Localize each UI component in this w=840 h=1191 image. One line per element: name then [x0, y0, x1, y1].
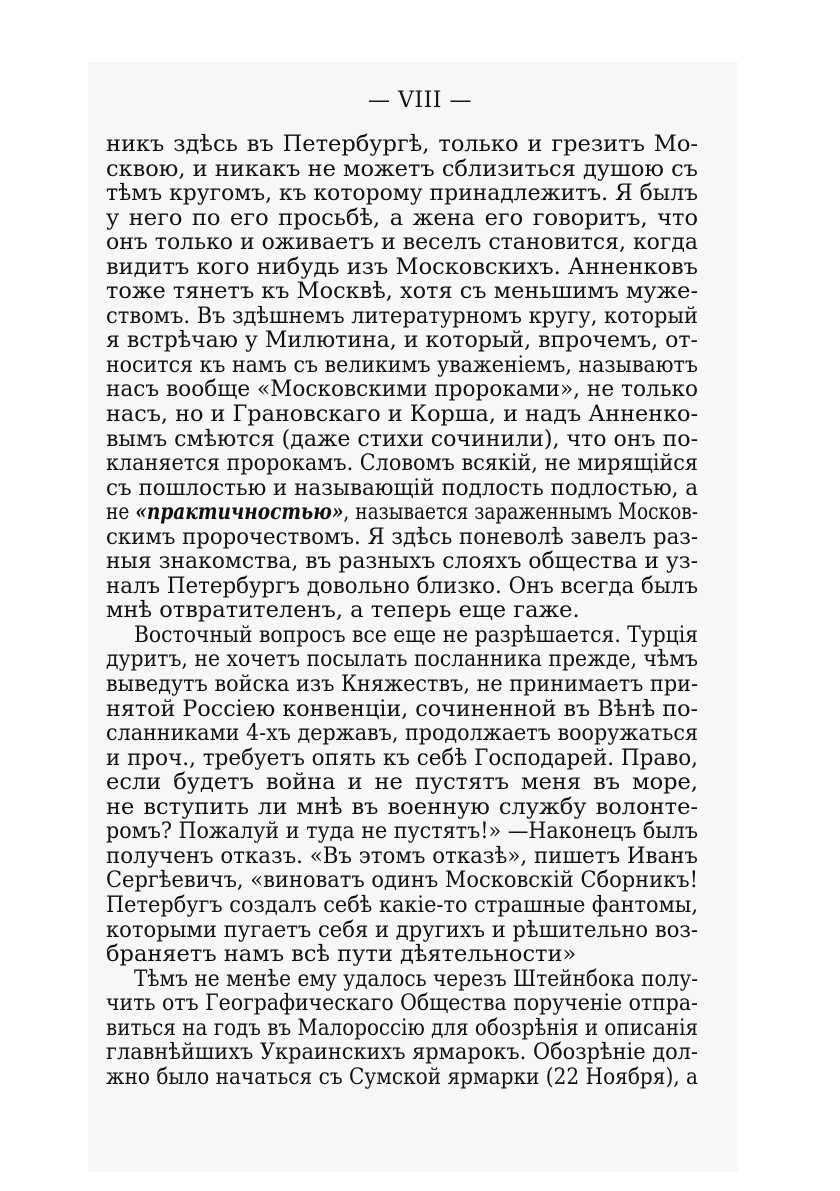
text-line: не вступить ли мнѣ въ военную службу волонте-: [106, 793, 698, 820]
line-fit-wrapper: налъ Петербургъ довольно близко. Онъ всегда былъ: [106, 572, 699, 599]
text-line: [106, 427, 698, 452]
text-line: [106, 230, 698, 255]
text-line: [106, 1040, 698, 1065]
line-fit-wrapper: главнѣйшихъ Украинскихъ ярмарокъ. Обозрѣніе дол-: [106, 1039, 698, 1066]
line-fit-wrapper: Восточный вопросъ все еще не разрѣшается. Турція: [134, 621, 699, 648]
text-line: [106, 549, 698, 574]
text-line: [106, 844, 698, 869]
text-line: [106, 525, 698, 550]
line-fit-wrapper: выведутъ войска изъ Княжествъ, не принимаетъ при-: [106, 671, 698, 698]
text-line: [106, 574, 698, 599]
text-line: [106, 819, 698, 844]
text-line: [106, 279, 698, 304]
text-line: никъ здѣсь въ Петербургѣ, только и грезитъ Мо-: [106, 131, 698, 157]
text-line: видитъ кого нибудь изъ Московскихъ. Анненковъ: [106, 253, 698, 280]
line-fit-wrapper: Тѣмъ не менѣе ему удалось черезъ Штейнбока полу-: [134, 965, 699, 992]
text-line: браняетъ намъ всѣ пути дѣятельности»: [106, 941, 577, 968]
line-fit-wrapper: я встрѣчаю у Милютина, и который, впрочемъ, от-: [106, 327, 698, 354]
line-fit-wrapper: тоже тянетъ къ Москвѣ, хотя съ меньшимъ муже-: [106, 278, 699, 305]
line-fit-wrapper: виться на годъ въ Малороссію для обозрѣнія и описанія: [106, 1014, 698, 1041]
line-fit-wrapper: насъ вообще «Московскими пророками», не только: [106, 376, 698, 403]
text-line: [106, 918, 698, 943]
line-fit-wrapper: съ пошлостью и называющій подлость подлостью, а: [106, 474, 699, 501]
text-line: если будетъ война и не пустятъ меня въ море,: [106, 769, 698, 796]
line-fit-wrapper: ромъ? Пожалуй и туда не пустятъ!» —Наконецъ былъ: [106, 818, 699, 845]
text-line: [106, 721, 698, 746]
text-line: [106, 157, 698, 182]
paragraph-first-line: [106, 967, 698, 992]
line-fit-wrapper: тѣмъ кругомъ, къ которому принадлежитъ. Я былъ: [106, 180, 698, 207]
line-fit-wrapper: [106, 500, 698, 525]
line-fit-wrapper: сквою, и никакъ не можетъ сблизиться душою съ: [106, 155, 698, 182]
text-line: [106, 451, 698, 476]
text-line: [106, 402, 698, 427]
line-fit-wrapper: нятой Россіею конвенціи, сочиненной въ Вѣнѣ по-: [106, 695, 699, 722]
text-line: [106, 1065, 698, 1090]
line-fit-wrapper: носится къ намъ съ великимъ уваженіемъ, называютъ: [106, 351, 698, 378]
line-fit-wrapper: жно было начаться съ Сумской ярмарки (22 Ноября), а: [106, 1063, 699, 1090]
text-line: [106, 1016, 698, 1041]
text-line: [106, 991, 698, 1016]
text-line: [106, 893, 698, 918]
line-fit-wrapper: онъ только и оживаетъ и веселъ становится, когда: [106, 229, 699, 256]
text-line: [106, 181, 698, 206]
line-fit-wrapper: вымъ смѣются (даже стихи сочинили), что онъ по-: [106, 425, 699, 452]
text-line: [106, 868, 698, 893]
text-line: [106, 672, 698, 697]
text-line: [106, 746, 698, 771]
text-line: [106, 697, 698, 722]
text-line: [106, 647, 698, 672]
text-line-with-emphasis: [106, 500, 698, 525]
line-fit-wrapper: ствомъ. Въ здѣшнемъ литературномъ кругу, который: [106, 302, 699, 329]
text-line: у него по его просьбѣ, а жена его говоритъ, что: [106, 204, 698, 231]
text-line: [106, 353, 698, 378]
line-fit-wrapper: чить отъ Географическаго Общества порученіе отпра-: [106, 990, 698, 1017]
text-line: мнѣ отвратителенъ, а теперь еще гаже.: [106, 597, 580, 624]
line-fit-wrapper: сланниками 4-хъ державъ, продолжаетъ вооружаться: [106, 720, 699, 747]
line-fit-wrapper: ныя знакомства, въ разныхъ слояхъ общества и уз-: [106, 548, 699, 575]
text-fragment: , называется зараженнымъ Москов-: [343, 499, 699, 526]
line-fit-wrapper: которыми пугаетъ себя и другихъ и рѣшительно воз-: [106, 916, 699, 943]
page-number: — VIII —: [368, 88, 472, 113]
text-fragment: не: [106, 499, 136, 526]
line-fit-wrapper: дуритъ, не хочетъ посылать посланника прежде, чѣмъ: [106, 646, 699, 673]
line-fit-wrapper: скимъ пророчествомъ. Я здѣсь поневолѣ завелъ раз-: [106, 523, 699, 550]
text-line: [106, 304, 698, 329]
line-fit-wrapper: полученъ отказъ. «Въ этомъ отказѣ», пишетъ Иванъ: [106, 842, 698, 869]
emphasized-word: «практичностью»: [135, 499, 344, 526]
body-text: [106, 132, 698, 1089]
text-line: [106, 476, 698, 501]
paragraph-first-line: [106, 623, 698, 648]
line-fit-wrapper: и проч., требуетъ опять къ себѣ Господарей. Право,: [106, 744, 698, 771]
line-fit-wrapper: кланяется пророкамъ. Словомъ всякій, не мирящійся: [106, 450, 699, 477]
line-fit-wrapper: Петербугъ создалъ себѣ какіе-то страшные фантомы,: [106, 891, 699, 918]
text-line: [106, 377, 698, 402]
text-line: [106, 328, 698, 353]
line-fit-wrapper: насъ, но и Грановскаго и Корша, и надъ Анненко-: [106, 401, 699, 428]
line-fit-wrapper: Сергѣевичъ, «виноватъ одинъ Московскій Сборникъ!: [106, 867, 698, 894]
